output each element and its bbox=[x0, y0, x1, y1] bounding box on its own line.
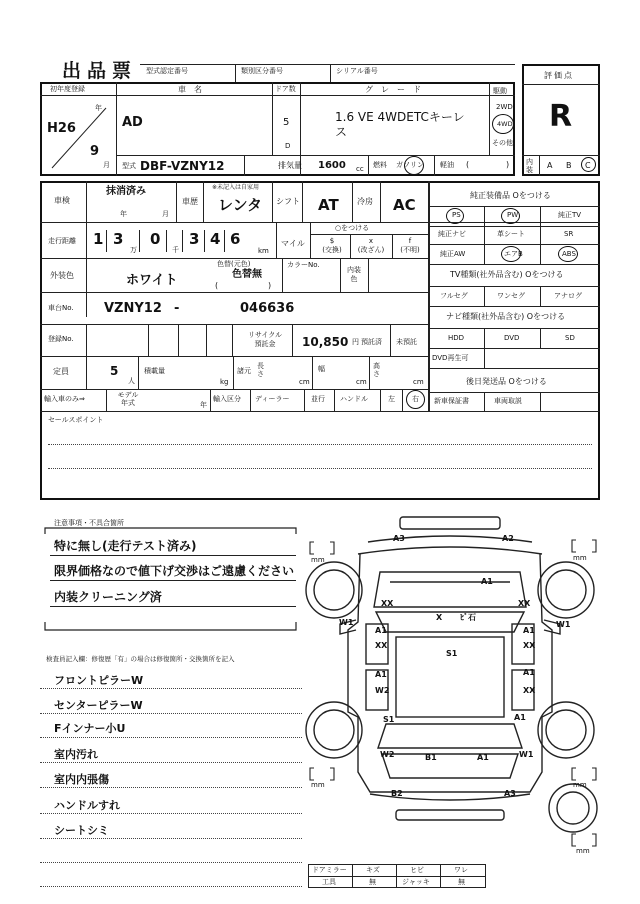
table-jack: ジャッキ bbox=[402, 878, 430, 886]
mark-a1-r2: A1 bbox=[523, 668, 535, 677]
month-suffix: 月 bbox=[103, 161, 110, 169]
displacement-label: 排気量 bbox=[278, 161, 302, 170]
table-break: ワレ bbox=[454, 866, 468, 874]
length-label: 長 さ bbox=[257, 362, 264, 378]
ac-value: AC bbox=[393, 196, 416, 214]
circle-note: ○をつける bbox=[335, 224, 370, 232]
capacity-label: 定員 bbox=[53, 367, 69, 376]
mark-a1-rear: A1 bbox=[477, 753, 489, 762]
navi-dvd: DVD bbox=[504, 334, 520, 342]
mileage-digit-8: 6 bbox=[230, 230, 241, 248]
interior-grade-c: C bbox=[585, 161, 591, 170]
table-tools: 工具 bbox=[322, 878, 336, 886]
first-reg-label: 初年度登録 bbox=[50, 85, 85, 93]
sales-point-label: セールスポイント bbox=[48, 416, 104, 424]
tv-title: TV種類(社外品含む) Oをつける bbox=[450, 270, 564, 279]
chassis-dash: - bbox=[174, 301, 180, 316]
later-manual: 車両取説 bbox=[494, 397, 522, 405]
first-reg-slash bbox=[48, 104, 110, 172]
drive-4wd-circle bbox=[492, 114, 514, 134]
oem-pw: PW bbox=[507, 211, 519, 219]
mark-w2-rear: W2 bbox=[380, 750, 395, 759]
interior-color-label: 内装 色 bbox=[347, 266, 361, 283]
mm-fl: mm bbox=[311, 556, 325, 564]
mark-b1: B1 bbox=[425, 753, 437, 762]
inspector-line-4: 室内汚れ bbox=[54, 748, 98, 761]
oem-aw: 純正AW bbox=[440, 250, 466, 258]
header-top-line bbox=[140, 64, 515, 65]
interior-grade-b: B bbox=[566, 161, 572, 170]
mileage-digit-1: 1 bbox=[93, 230, 104, 248]
load-label: 積載量 bbox=[144, 367, 165, 375]
color-label: 外装色 bbox=[50, 271, 74, 280]
recycle-label: リサイクル 預託金 bbox=[247, 331, 283, 348]
inspector-line-1: フロントピラーW bbox=[54, 674, 144, 687]
length-cm: cm bbox=[299, 378, 310, 386]
fuel-diesel: 軽油 bbox=[440, 161, 454, 169]
fuel-label: 燃料 bbox=[373, 161, 387, 169]
recycle-not-deposited: 未預託 bbox=[396, 338, 417, 346]
later-title: 後日発送品 Oをつける bbox=[466, 377, 547, 386]
color-change-value: 色替無 bbox=[232, 269, 262, 280]
drive-2wd: 2WD bbox=[496, 103, 513, 111]
mark-a1-r3: A1 bbox=[514, 713, 526, 722]
mark-a1-l2: A1 bbox=[375, 670, 387, 679]
later-warranty: 新車保証書 bbox=[434, 397, 469, 405]
shaken-year: 年 bbox=[120, 210, 127, 218]
inspector-line-3: Fインナー小U bbox=[54, 722, 126, 735]
history-label: 車歴 bbox=[182, 197, 198, 206]
mark-a1-fr: A1 bbox=[481, 577, 493, 586]
import-type-label: 輸入区分 bbox=[213, 395, 241, 403]
meter-tamper: x (改ざん) bbox=[357, 237, 385, 254]
mm-rr: mm bbox=[573, 781, 587, 789]
mark-xx-r2: XX bbox=[523, 686, 536, 695]
table-mirror: ドアミラー bbox=[312, 866, 347, 874]
oem-sr: SR bbox=[564, 230, 574, 238]
dealer-label: ディーラー bbox=[255, 395, 290, 403]
tv-analog: アナログ bbox=[554, 292, 582, 300]
man-label: 万 bbox=[130, 246, 137, 254]
mileage-digit-4: 0 bbox=[150, 230, 161, 248]
shift-value: AT bbox=[318, 196, 339, 214]
mark-b2: B2 bbox=[391, 789, 403, 798]
first-reg-month: 9 bbox=[90, 144, 100, 159]
chassis-prefix: VZNY12 bbox=[104, 301, 162, 316]
tv-oneseg: ワンセグ bbox=[497, 292, 525, 300]
interior-grade-c-circle bbox=[581, 157, 596, 172]
color-no-label: カラーNo. bbox=[287, 261, 320, 269]
category-label: 類別区分番号 bbox=[241, 67, 283, 75]
interior-grade-a: A bbox=[547, 161, 553, 170]
height-cm: cm bbox=[413, 378, 424, 386]
handle-label: ハンドル bbox=[340, 395, 368, 403]
caution-label: 注意事項・不具合箇所 bbox=[54, 519, 124, 527]
oem-abs: ABS bbox=[562, 250, 576, 258]
table-jack-value: 無 bbox=[458, 878, 465, 886]
oem-abs-circle bbox=[558, 246, 578, 262]
oem-navi: 純正ナビ bbox=[438, 230, 466, 238]
mark-a3-top: A3 bbox=[393, 534, 405, 543]
parallel-label: 並行 bbox=[311, 395, 325, 403]
doors-suffix: D bbox=[285, 142, 291, 150]
mark-w1-l: W1 bbox=[339, 618, 354, 627]
caution-line-3: 内装クリーニング済 bbox=[54, 590, 162, 604]
mileage-label: 走行距離 bbox=[48, 237, 76, 245]
left-label: 左 bbox=[388, 395, 395, 403]
inspector-line-7: シートシミ bbox=[54, 824, 109, 837]
mileage-digit-6: 3 bbox=[189, 230, 200, 248]
mark-xx-fl: XX bbox=[381, 599, 394, 608]
car-name-label: 車 名 bbox=[178, 85, 202, 94]
oem-tv: 純正TV bbox=[558, 211, 582, 219]
mark-a1-l1: A1 bbox=[375, 626, 387, 635]
import-label: 輸入車のみ⇒ bbox=[44, 395, 85, 403]
capacity-value: 5 bbox=[110, 364, 119, 378]
first-reg-year: H26 bbox=[47, 121, 76, 136]
inspector-label: 検査員記入欄：修復歴「有」の場合は修復箇所・交換箇所を記入 bbox=[46, 655, 235, 663]
grade-label: グ レ ー ド bbox=[365, 85, 421, 94]
oem-ps-circle bbox=[446, 208, 464, 224]
mark-a1-r1: A1 bbox=[523, 626, 535, 635]
dvd-playback: DVD再生可 bbox=[432, 354, 469, 362]
width-cm: cm bbox=[356, 378, 367, 386]
fuel-paren: ( bbox=[466, 160, 470, 169]
grade-value: 1.6 VE 4WDETCキーレス bbox=[335, 110, 465, 139]
meter-exchange: $ (交換) bbox=[322, 237, 342, 254]
model-value: DBF-VZNY12 bbox=[140, 159, 225, 173]
displacement-unit: cc bbox=[356, 165, 364, 173]
oem-leather: 革シート bbox=[497, 230, 525, 238]
color-change-label: 色替(元色) bbox=[217, 260, 251, 268]
history-note: ※未記入は自家用 bbox=[212, 184, 260, 191]
navi-sd: SD bbox=[565, 334, 575, 342]
table-scratch: キズ bbox=[366, 866, 380, 874]
oem-ps: PS bbox=[452, 211, 461, 219]
meter-unknown: f (不明) bbox=[400, 237, 420, 254]
chassis-number: 046636 bbox=[240, 301, 295, 316]
navi-title: ナビ種類(社外品含む) Oをつける bbox=[446, 312, 566, 321]
oem-airbag: エアB bbox=[504, 250, 523, 258]
interior-grade-label: 内装 bbox=[526, 158, 533, 174]
mark-x-hood: X bbox=[436, 613, 443, 622]
mark-xx-r1: XX bbox=[523, 641, 536, 650]
reg-no-label: 登録No. bbox=[48, 335, 74, 343]
model-year-suffix: 年 bbox=[200, 401, 207, 409]
doors-label: ドア数 bbox=[275, 85, 296, 93]
oem-airbag-circle bbox=[501, 246, 521, 262]
km-label: km bbox=[258, 247, 269, 255]
model-label: 型式 bbox=[122, 162, 136, 170]
inspector-line-5: 室内内張傷 bbox=[54, 773, 109, 786]
serial-label: シリアル番号 bbox=[336, 67, 378, 75]
mileage-digit-2: 3 bbox=[113, 230, 124, 248]
chassis-label: 車台No. bbox=[48, 304, 74, 312]
right-circle bbox=[406, 390, 425, 409]
recycle-deposited: 預託済 bbox=[361, 338, 382, 346]
table-crack: ヒビ bbox=[410, 866, 424, 874]
caution-line-2: 限界価格なので値下げ交渉はご遠慮ください bbox=[54, 564, 295, 578]
caution-line-1: 特に無し(走行テスト済み) bbox=[54, 539, 197, 553]
mark-bisseki: ﾋﾞ石 bbox=[460, 613, 476, 622]
fuel-gasoline-circle bbox=[404, 156, 424, 175]
navi-hdd: HDD bbox=[448, 334, 465, 342]
fuel-paren-close: ) bbox=[506, 160, 510, 169]
mm-rl: mm bbox=[311, 781, 325, 789]
car-name-value: AD bbox=[122, 115, 143, 130]
evaluation-label: 評価点 bbox=[544, 71, 574, 80]
inspector-line-2: センターピラーW bbox=[54, 699, 143, 712]
shaken-value: 抹消済み bbox=[106, 186, 146, 197]
page-title: 出品票 bbox=[62, 60, 138, 82]
dims-label: 諸元 bbox=[237, 367, 251, 375]
tv-fullseg: フルセグ bbox=[440, 292, 468, 300]
fuel-gasoline: ガソリン bbox=[396, 161, 424, 169]
evaluation-score: R bbox=[549, 99, 573, 134]
color-paren-open: ( bbox=[215, 281, 219, 290]
mark-s1-roof: S1 bbox=[446, 649, 458, 658]
mark-s1-l: S1 bbox=[383, 715, 395, 724]
shift-label: シフト bbox=[276, 197, 300, 206]
color-value: ホワイト bbox=[126, 273, 178, 288]
oem-title: 純正装備品 Oをつける bbox=[470, 191, 551, 200]
mark-w1-rear: W1 bbox=[519, 750, 534, 759]
history-value: レンタ bbox=[218, 196, 263, 214]
table-tools-value: 無 bbox=[369, 878, 376, 886]
recycle-value: 10,850 bbox=[302, 335, 349, 349]
oem-pw-circle bbox=[501, 208, 520, 224]
drive-other: その他 bbox=[492, 139, 513, 147]
year-suffix: 年 bbox=[95, 104, 102, 112]
color-paren-close: ) bbox=[268, 281, 272, 290]
mark-a3-bottom: A3 bbox=[504, 789, 516, 798]
shaken-month: 月 bbox=[162, 210, 169, 218]
mm-spare: mm bbox=[576, 847, 590, 855]
mark-w2-l2: W2 bbox=[375, 686, 390, 695]
mm-fr: mm bbox=[573, 554, 587, 562]
mark-w1-r: W1 bbox=[556, 620, 571, 629]
kg-label: kg bbox=[220, 378, 229, 386]
doors-value: 5 bbox=[283, 117, 290, 128]
ac-label: 冷房 bbox=[357, 197, 373, 206]
shaken-label: 車検 bbox=[54, 196, 70, 205]
capacity-unit: 人 bbox=[128, 377, 135, 385]
car-damage-diagram bbox=[300, 512, 605, 852]
recycle-unit: 円 bbox=[352, 338, 359, 346]
mark-xx-fr: XX bbox=[518, 599, 531, 608]
height-label: 高 さ bbox=[373, 362, 380, 378]
mark-xx-l1: XX bbox=[375, 641, 388, 650]
model-year-label: モデル 年式 bbox=[117, 391, 139, 407]
sen-label: 千 bbox=[172, 246, 179, 254]
mark-a2-top: A2 bbox=[502, 534, 514, 543]
drive-label: 駆動 bbox=[493, 87, 507, 95]
drive-4wd: 4WD bbox=[497, 120, 513, 128]
right-label: 右 bbox=[412, 395, 419, 403]
inspector-line-6: ハンドルすれ bbox=[54, 799, 120, 812]
mileage-digit-7: 4 bbox=[210, 230, 221, 248]
type-cert-label: 型式認定番号 bbox=[146, 67, 188, 75]
displacement-value: 1600 bbox=[318, 160, 346, 171]
width-label: 幅 bbox=[318, 365, 325, 373]
mile-label: マイル bbox=[281, 239, 305, 248]
